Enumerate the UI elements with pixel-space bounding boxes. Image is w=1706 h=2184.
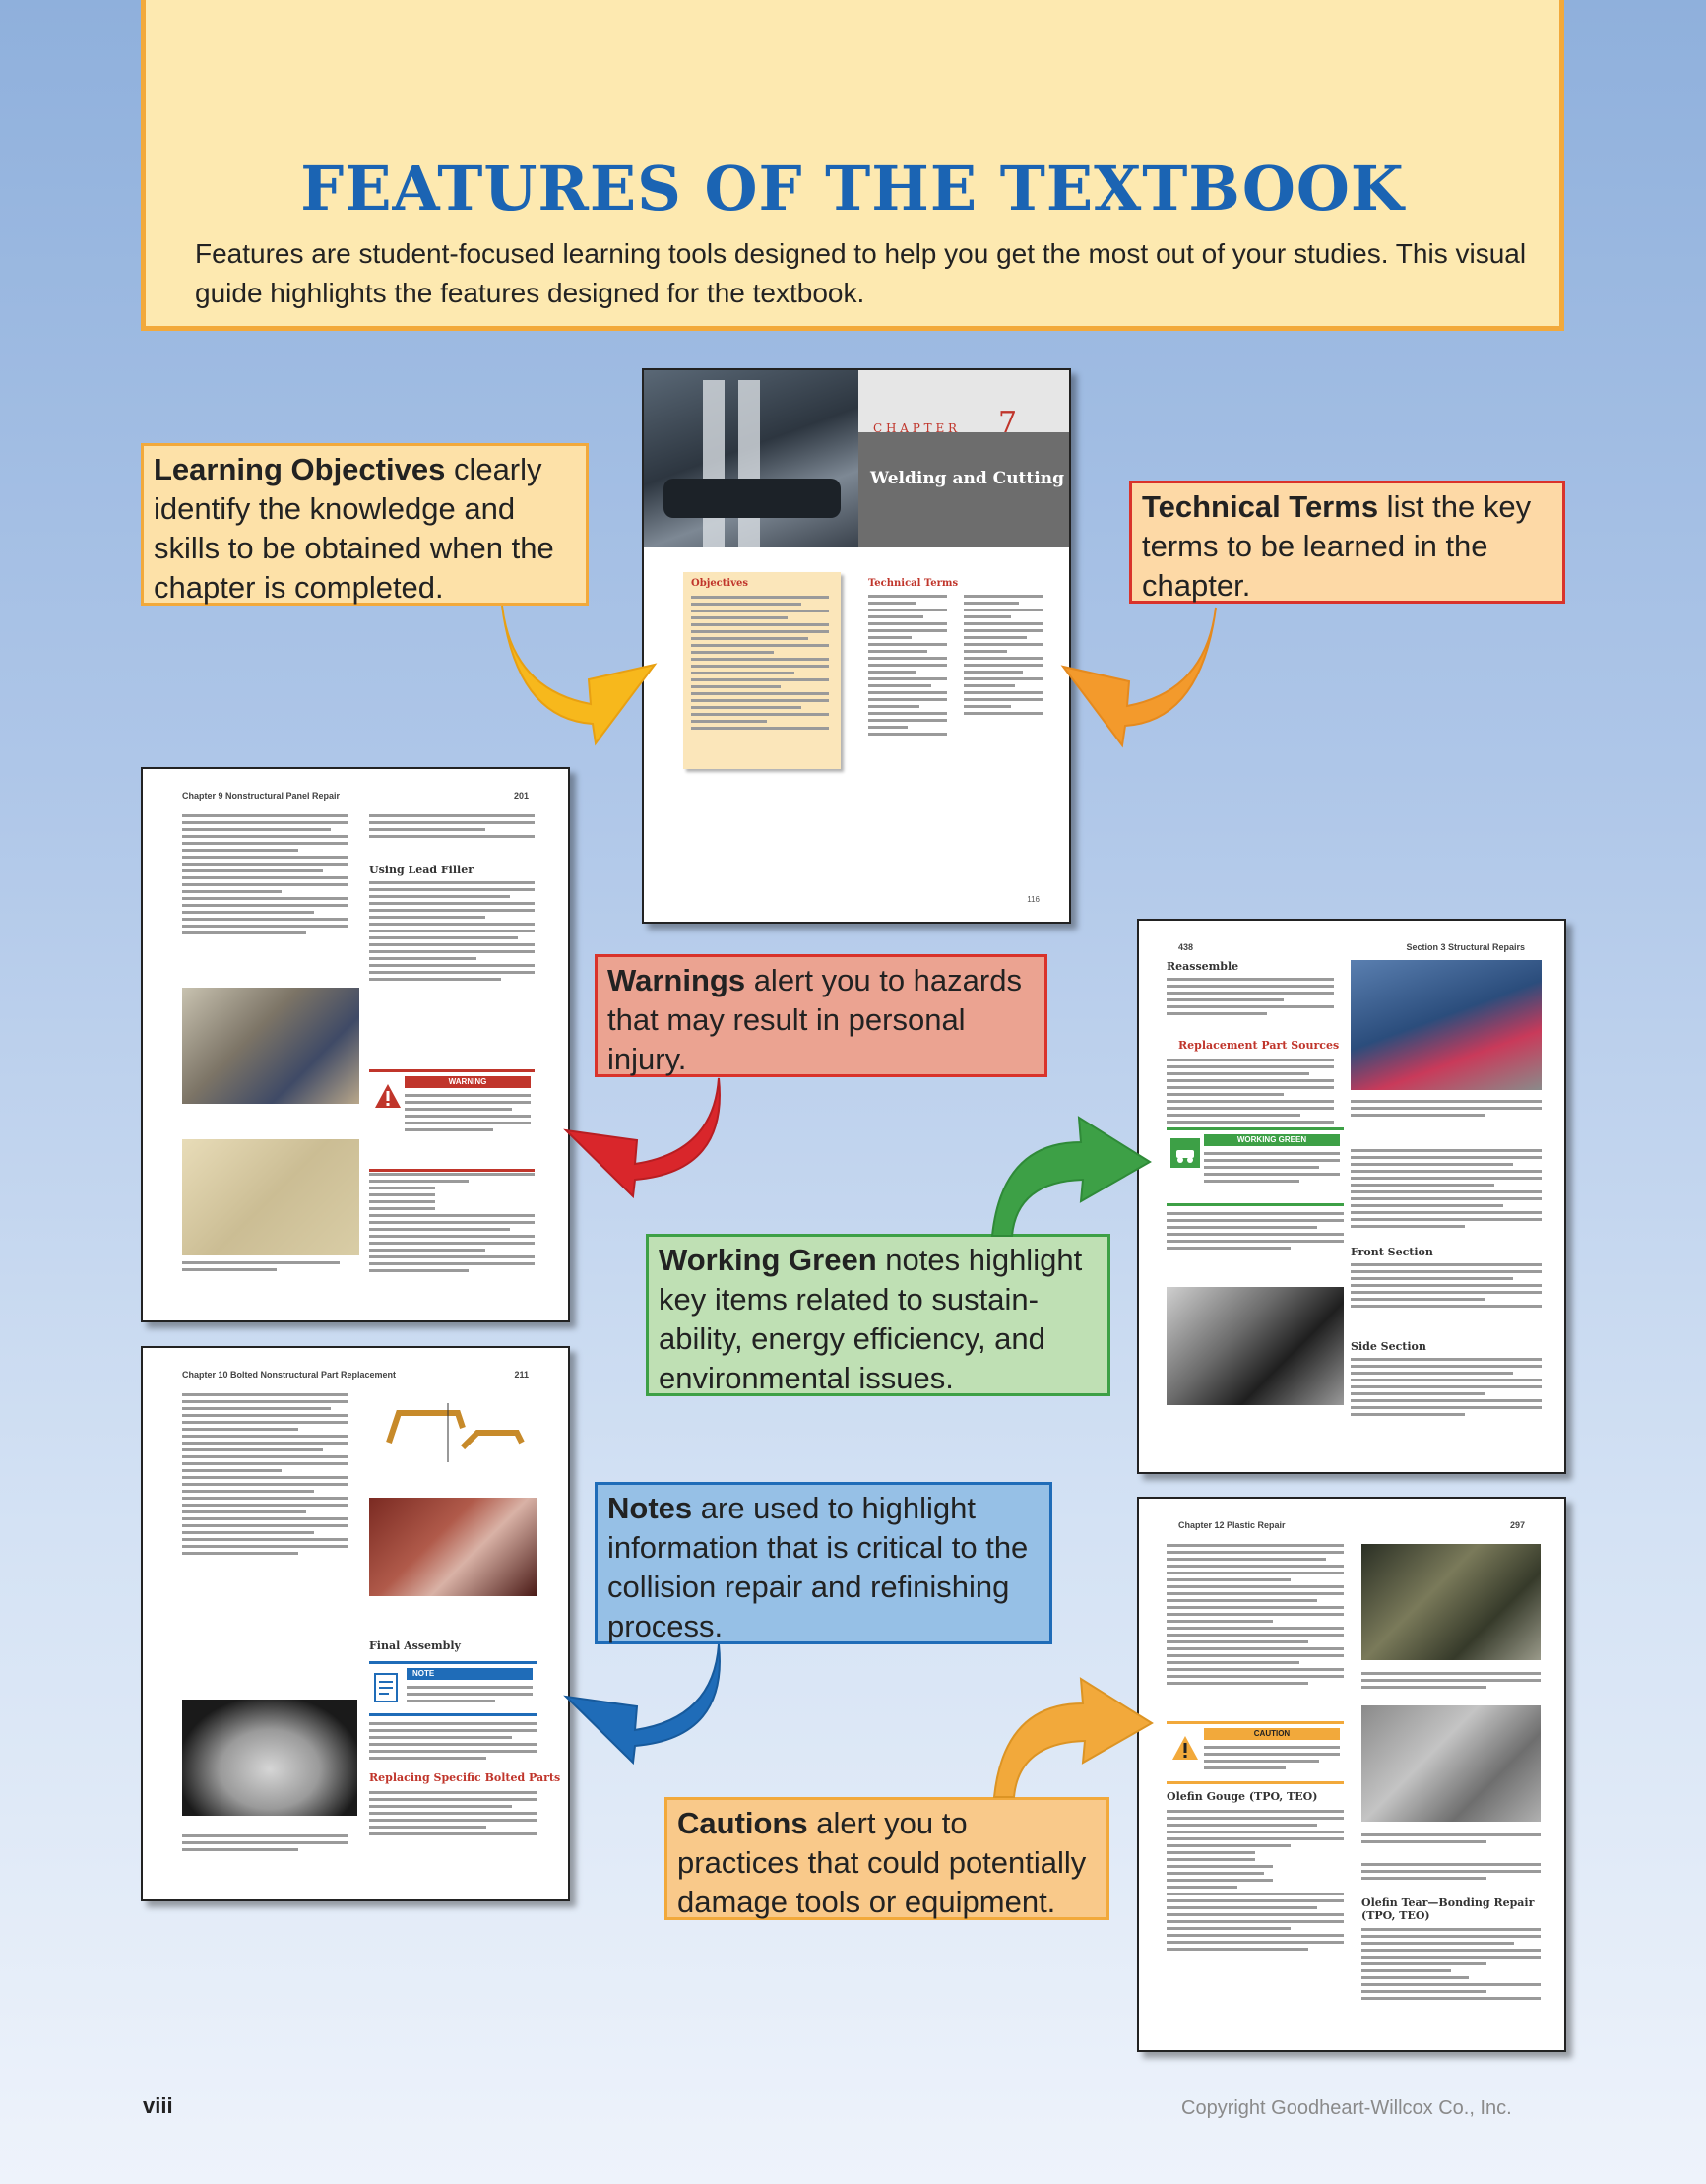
callout-learning-objectives <box>141 443 589 606</box>
caution-box <box>1167 1721 1344 1784</box>
callout-text: clearly identify the knowledge and skills to be obtained when the chapter is completed. <box>154 452 554 605</box>
sample-page-caution <box>1137 1497 1566 2052</box>
filler-photo <box>182 1139 359 1255</box>
curved-arrow-icon <box>1048 603 1226 760</box>
section-heading-replacement: Replacement Part Sources <box>1178 1039 1340 1052</box>
callout-text: alert you to hazards that may result in personal injury. <box>607 963 1022 1076</box>
working-green-header: WORKING GREEN <box>1204 1134 1340 1146</box>
copyright-footer: Copyright Goodheart-Willcox Co., Inc. <box>1181 2097 1512 2119</box>
page-header-right: 211 <box>514 1370 529 1380</box>
curved-arrow-icon <box>984 1644 1162 1802</box>
callout-title: Warnings <box>607 963 746 997</box>
sample-page-working-green <box>1137 919 1566 1474</box>
caution-triangle-icon <box>1170 1734 1200 1762</box>
caution-header: CAUTION <box>1204 1728 1340 1740</box>
warning-triangle-icon <box>373 1082 403 1110</box>
page-header-left: Chapter 10 Bolted Nonstructural Part Replacement <box>182 1370 397 1380</box>
page-subtitle: Features are student-focused learning tools designed to help you get the most out of your studies. This visual guide highlights the features designed for the textbook. <box>195 238 1527 308</box>
callout-text: notes highlight key items related to sustain-ability, energy efficiency, and environmental issues. <box>659 1243 1083 1395</box>
chapter-word: C H A P T E R <box>873 421 958 435</box>
sample-page-warning <box>141 767 570 1322</box>
callout-title: Working Green <box>659 1243 877 1277</box>
chapter-title-band <box>858 370 1071 547</box>
parts-photo <box>1167 1287 1344 1405</box>
note-box <box>369 1661 537 1716</box>
page-header-right: 297 <box>1509 1520 1525 1530</box>
callout-cautions <box>664 1797 1109 1920</box>
red-car-photo <box>1351 960 1542 1090</box>
section-heading-bolted: Replacing Specific Bolted Parts <box>369 1771 561 1784</box>
page-header-right: Section 3 Structural Repairs <box>1406 942 1525 952</box>
section-heading: Using Lead Filler <box>369 864 474 876</box>
suv-photo <box>182 1700 357 1816</box>
warning-box <box>369 1069 535 1172</box>
page-header-left: Chapter 9 Nonstructural Panel Repair <box>182 791 341 801</box>
callout-title: Technical Terms <box>1142 489 1379 524</box>
note-pencil-icon <box>373 1670 403 1703</box>
fender-diagram <box>369 1393 537 1472</box>
curved-arrow-icon <box>556 1639 728 1767</box>
section-heading-side: Side Section <box>1351 1340 1426 1353</box>
section-heading-front: Front Section <box>1351 1246 1433 1258</box>
curved-arrow-icon <box>556 1073 728 1201</box>
callout-title: Learning Objectives <box>154 452 446 486</box>
chapter-number: 7 <box>998 406 1018 440</box>
curved-arrow-icon <box>982 1083 1160 1241</box>
section-heading-reassemble: Reassemble <box>1167 960 1239 973</box>
working-green-box <box>1167 1127 1344 1206</box>
objectives-heading: Objectives <box>691 578 748 589</box>
callout-text: are used to highlight information that is critical to the collision repair and refinishing process. <box>607 1491 1029 1643</box>
terms-heading: Technical Terms <box>868 578 959 589</box>
bumper-repair-photo <box>1361 1544 1541 1660</box>
section-heading-olefin-tear: Olefin Tear—Bonding Repair (TPO, TEO) <box>1361 1896 1535 1922</box>
callout-text: alert you to practices that could potentially damage tools or equipment. <box>677 1806 1087 1919</box>
callout-title: Cautions <box>677 1806 808 1840</box>
callout-notes <box>595 1482 1052 1644</box>
page-header-left: Chapter 12 Plastic Repair <box>1178 1520 1286 1530</box>
section-heading-olefin-gouge: Olefin Gouge (TPO, TEO) <box>1167 1790 1318 1803</box>
curved-arrow-icon <box>492 601 669 758</box>
warning-header: WARNING <box>405 1076 531 1088</box>
callout-technical-terms <box>1129 481 1565 604</box>
callout-working-green <box>646 1234 1110 1396</box>
callout-text: list the key terms to be learned in the chapter. <box>1142 489 1532 603</box>
objectives-box <box>683 572 841 769</box>
page-number: 116 <box>1027 895 1040 904</box>
page-title: FEATURES OF THE TEXTBOOK <box>300 153 1405 225</box>
car-photo <box>644 370 858 547</box>
page-header-right: 201 <box>513 791 529 801</box>
callout-title: Notes <box>607 1491 693 1525</box>
sample-page-note <box>141 1346 570 1901</box>
gouge-photo <box>1361 1705 1541 1822</box>
callout-warnings <box>595 954 1047 1077</box>
page-header-left: 438 <box>1178 942 1194 952</box>
recycle-car-icon <box>1170 1138 1200 1168</box>
section-heading-final: Final Assembly <box>369 1639 461 1652</box>
chapter-opener-page <box>642 368 1071 924</box>
sander-photo <box>182 988 359 1104</box>
note-header: NOTE <box>407 1668 533 1680</box>
straightedge-photo <box>369 1498 537 1596</box>
header-banner <box>141 0 1564 331</box>
page-number-footer: viii <box>143 2093 173 2118</box>
chapter-title: Welding and Cutting <box>870 469 1064 488</box>
